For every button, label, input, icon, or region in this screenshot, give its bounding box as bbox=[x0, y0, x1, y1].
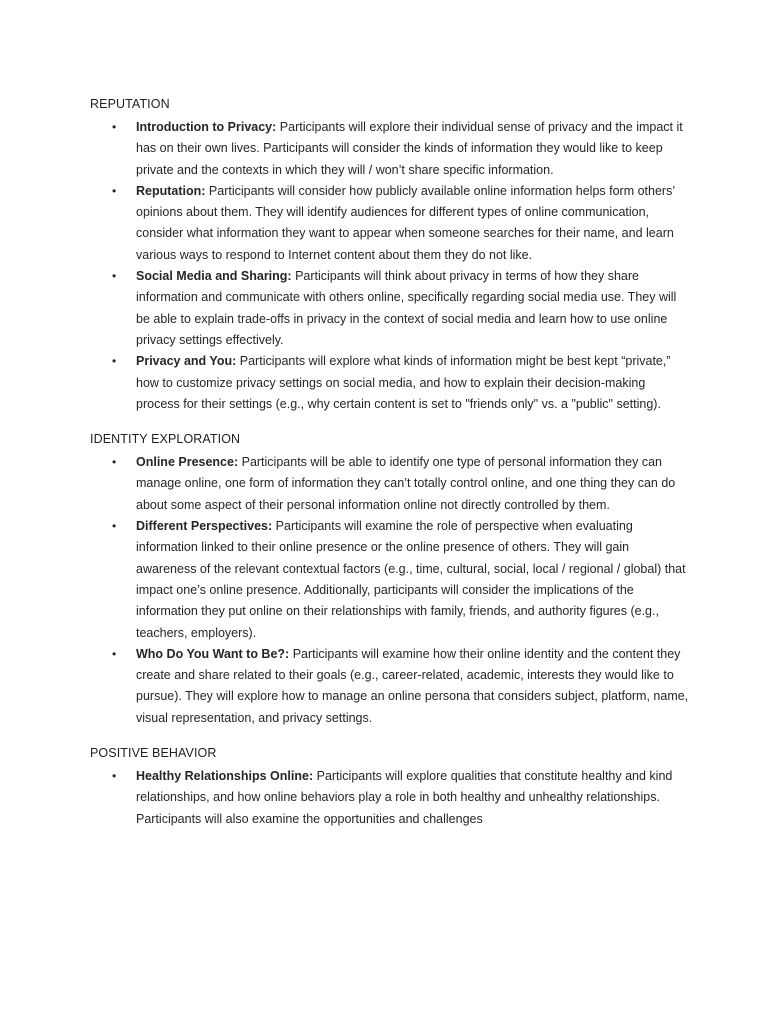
item-text: Participants will explore qualities that constitute healthy and kind relationships, and how online behaviors play a role in both healthy and unhealthy relationships. Participants will also examine the opportunities and challenges bbox=[136, 769, 673, 826]
bullet-icon: • bbox=[112, 455, 117, 470]
item-title: Social Media and Sharing: bbox=[136, 269, 292, 284]
item-text: Participants will explore what kinds of information might be best kept “private,” how to customize privacy settings on social media, and how to explain their decision-making process for their settings (e.g., why certain content is set to "friends only" vs. a "public" setting). bbox=[136, 354, 671, 411]
item-title: Who Do You Want to Be?: bbox=[136, 646, 290, 661]
bullet-icon: • bbox=[112, 519, 117, 534]
item-title: Different Perspectives: bbox=[136, 519, 273, 534]
bullet-icon: • bbox=[112, 269, 117, 284]
section-reputation bbox=[90, 96, 690, 415]
list-item bbox=[90, 117, 690, 181]
item-title: Healthy Relationships Online: bbox=[136, 769, 314, 784]
bullet-icon: • bbox=[112, 769, 117, 784]
bullet-icon: • bbox=[112, 354, 117, 369]
list-item bbox=[90, 452, 690, 516]
item-text: Participants will consider how publicly available online information helps form others’ opinions about them. They will identify audiences for different types of online communication, consider what information they want to appear when someone searches for their name, and learn various ways to respond to Internet content about them they do not like. bbox=[136, 183, 675, 262]
section-heading: IDENTITY EXPLORATION bbox=[90, 432, 241, 447]
list-item bbox=[90, 766, 690, 830]
item-title: Reputation: bbox=[136, 183, 206, 198]
item-text: Participants will be able to identify one type of personal information they can manage online, one form of information they can’t totally control online, and one thing they can do about some aspect of their personal information online not directly controlled by them. bbox=[136, 455, 676, 512]
item-title: Introduction to Privacy: bbox=[136, 120, 277, 134]
item-title: Online Presence: bbox=[136, 455, 239, 470]
item-text: Participants will think about privacy in terms of how they share information and communicate with others online, specifically regarding social media use. They will be able to explain trade-offs in privacy in the context of social media and learn how to use online privacy settings effectively. bbox=[136, 269, 677, 347]
list-item bbox=[90, 644, 690, 729]
bullet-list bbox=[90, 452, 690, 729]
list-item bbox=[90, 351, 690, 415]
bullet-icon: • bbox=[112, 120, 117, 134]
bullet-list bbox=[90, 766, 690, 830]
bullet-list bbox=[90, 117, 690, 415]
bullet-icon: • bbox=[112, 646, 117, 661]
item-text: Participants will examine how their online identity and the content they create and share related to their goals (e.g., career-related, academic, interests they would like to pursue). They will explore how to manage an online persona that considers subject, platform, name, visual representation, and privacy settings. bbox=[136, 646, 689, 725]
list-item bbox=[90, 266, 690, 351]
item-text: Participants will explore their individual sense of privacy and the impact it has on their own lives. Participants will consider the kinds of information they would like to keep private and the contexts in which they will / won’t share specific information. bbox=[136, 120, 683, 177]
bullet-icon: • bbox=[112, 183, 117, 198]
section-identity-exploration bbox=[90, 431, 690, 729]
section-heading: REPUTATION bbox=[90, 97, 170, 111]
section-heading: POSITIVE BEHAVIOR bbox=[90, 746, 217, 761]
section-positive-behavior bbox=[90, 745, 690, 830]
item-text: Participants will examine the role of perspective when evaluating information linked to their online presence or the online presence of others. They will gain awareness of the relevant contextual factors (e.g., time, cultural, social, local / regional / global) that impact one’s online presence. Additionally, participants will consider the implications of the information they put online on their relationships with family, friends, and authority figures (e.g., teachers, employers). bbox=[136, 519, 686, 640]
item-title: Privacy and You: bbox=[136, 354, 237, 369]
list-item bbox=[90, 516, 690, 644]
document-body bbox=[90, 96, 690, 846]
list-item bbox=[90, 181, 690, 266]
